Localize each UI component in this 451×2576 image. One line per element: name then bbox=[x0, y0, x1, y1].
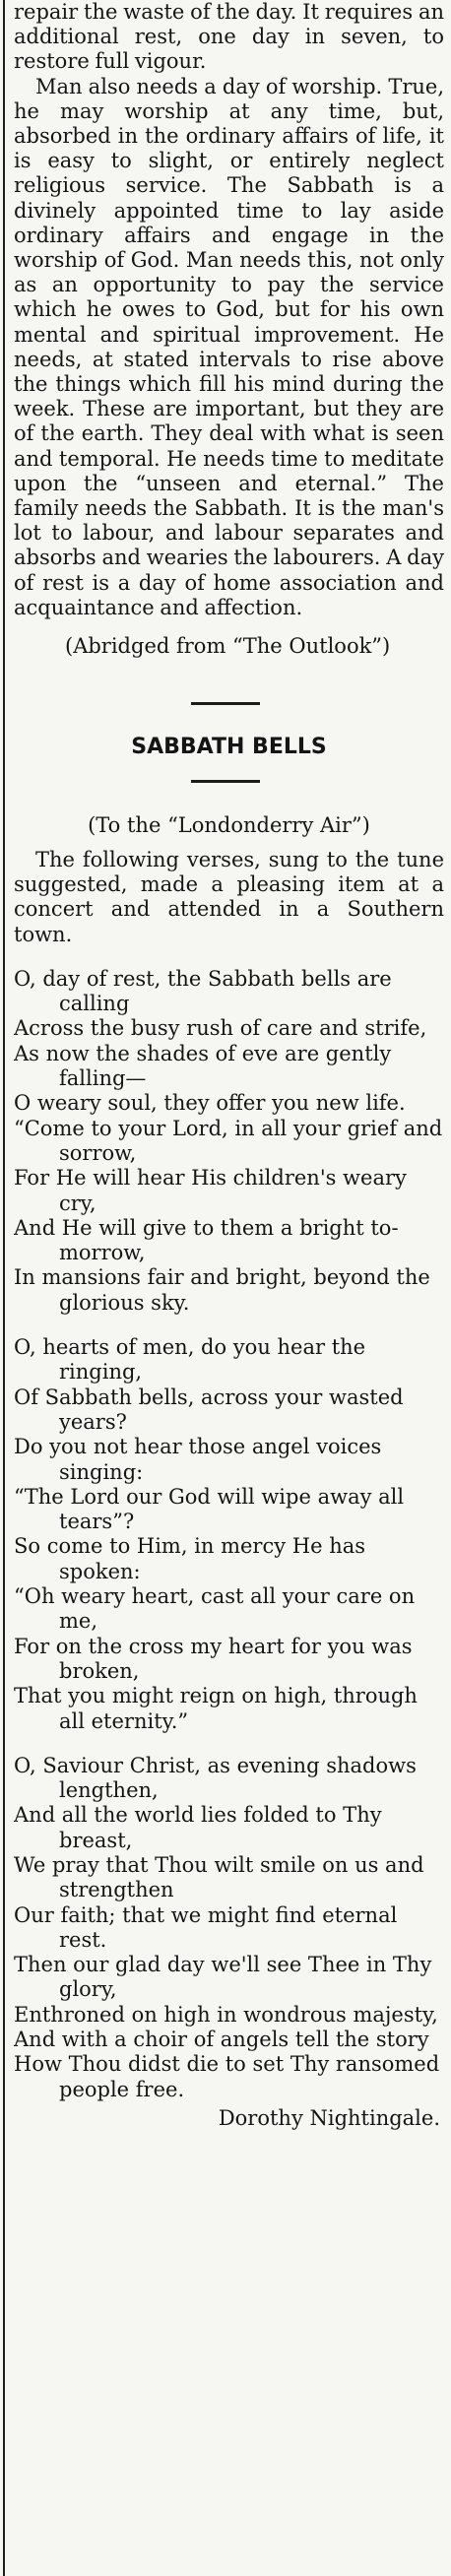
poem-line: Do you not hear those angel voices singing: bbox=[14, 1435, 382, 1484]
poem-line: O weary soul, they offer you new life. bbox=[14, 1091, 406, 1116]
poem-line: For He will hear His children's weary cry, bbox=[14, 1166, 407, 1215]
poem-subtitle: (To the “Londonderry Air”) bbox=[88, 813, 370, 838]
poem-intro: The following verses, sung to the tune suggested, made a pleasing item at a concert and attended in a Southern town. bbox=[14, 848, 444, 946]
poem-line: We pray that Thou wilt smile on us and strengthen bbox=[14, 1852, 424, 1902]
poem-line: Then our glad day we'll see Thee in Thy glory, bbox=[14, 1953, 432, 2002]
article-paragraph: Man also needs a day of worship. True, he may worship at any time, but, absorbed in the ordinary affairs of life, it is easy to slight, or entirely neglect religious service. The Sabbath is a divinely appointed time to lay aside ordinary affairs and engage in the worship of God. Man needs this, not only as an opportunity to pay the service which he owes to God, but for his own mental and spiritual improvement. He needs, at stated intervals to rise above the things which fill his mind during the week. These are important, but they are of the earth. They deal with what is seen and temporal. He needs time to meditate upon the “unseen and eternal.” The family needs the Sabbath. It is the man's lot to labour, and labour separates and absorbs and wearies the labourers. A day of rest is a day of home association and acquaintance and affection. bbox=[14, 74, 444, 619]
poem-line: “The Lord our God will wipe away all tears”? bbox=[14, 1484, 405, 1534]
poem-author: Dorothy Nightingale. bbox=[218, 2105, 440, 2130]
poem-line: In mansions fair and bright, beyond the glorious sky. bbox=[14, 1265, 430, 1315]
poem-line: As now the shades of eve are gently falling— bbox=[14, 1041, 392, 1091]
poem-line: O, hearts of men, do you hear the ringing, bbox=[14, 1335, 366, 1385]
poem-line: “Come to your Lord, in all your grief and sorrow, bbox=[14, 1116, 443, 1165]
section-divider bbox=[191, 702, 260, 705]
section-divider bbox=[191, 780, 260, 783]
article-source: (Abridged from “The Outlook”) bbox=[65, 634, 391, 659]
poem-line: Our faith; that we might find eternal rest. bbox=[14, 1902, 398, 1952]
poem-line: How Thou didst die to set Thy ransomed people free. bbox=[14, 2052, 440, 2101]
column-rule bbox=[3, 0, 5, 2576]
newspaper-column bbox=[14, 0, 444, 2576]
poem-line: Enthroned on high in wondrous majesty, bbox=[14, 2002, 438, 2027]
poem-line: That you might reign on high, through all eternity.” bbox=[14, 1684, 418, 1733]
poem-line: O, Saviour Christ, as evening shadows lengthen, bbox=[14, 1753, 417, 1803]
poem-line: For on the cross my heart for you was broken, bbox=[14, 1634, 413, 1683]
poem-line: So come to Him, in mercy He has spoken: bbox=[14, 1534, 366, 1583]
poem-line: “Oh weary heart, cast all your care on me, bbox=[14, 1584, 416, 1634]
poem-line: Across the busy rush of care and strife, bbox=[14, 1016, 427, 1041]
poem-line: And all the world lies folded to Thy breast, bbox=[14, 1803, 382, 1852]
poem-line: Of Sabbath bells, across your wasted years? bbox=[14, 1385, 404, 1434]
poem-line: And with a choir of angels tell the story bbox=[14, 2028, 429, 2052]
poem-stanza bbox=[14, 1754, 444, 2102]
poem-stanza bbox=[14, 1335, 444, 1734]
poem-line: And He will give to them a bright to-morrow, bbox=[14, 1215, 399, 1265]
poem-title: SABBATH BELLS bbox=[131, 735, 327, 760]
poem-stanza bbox=[14, 967, 444, 1316]
article-paragraph: repair the waste of the day. It requires an additional rest, one day in seven, to restore full vigour. bbox=[14, 0, 444, 74]
poem-line: O, day of rest, the Sabbath bells are calling bbox=[14, 966, 392, 1016]
